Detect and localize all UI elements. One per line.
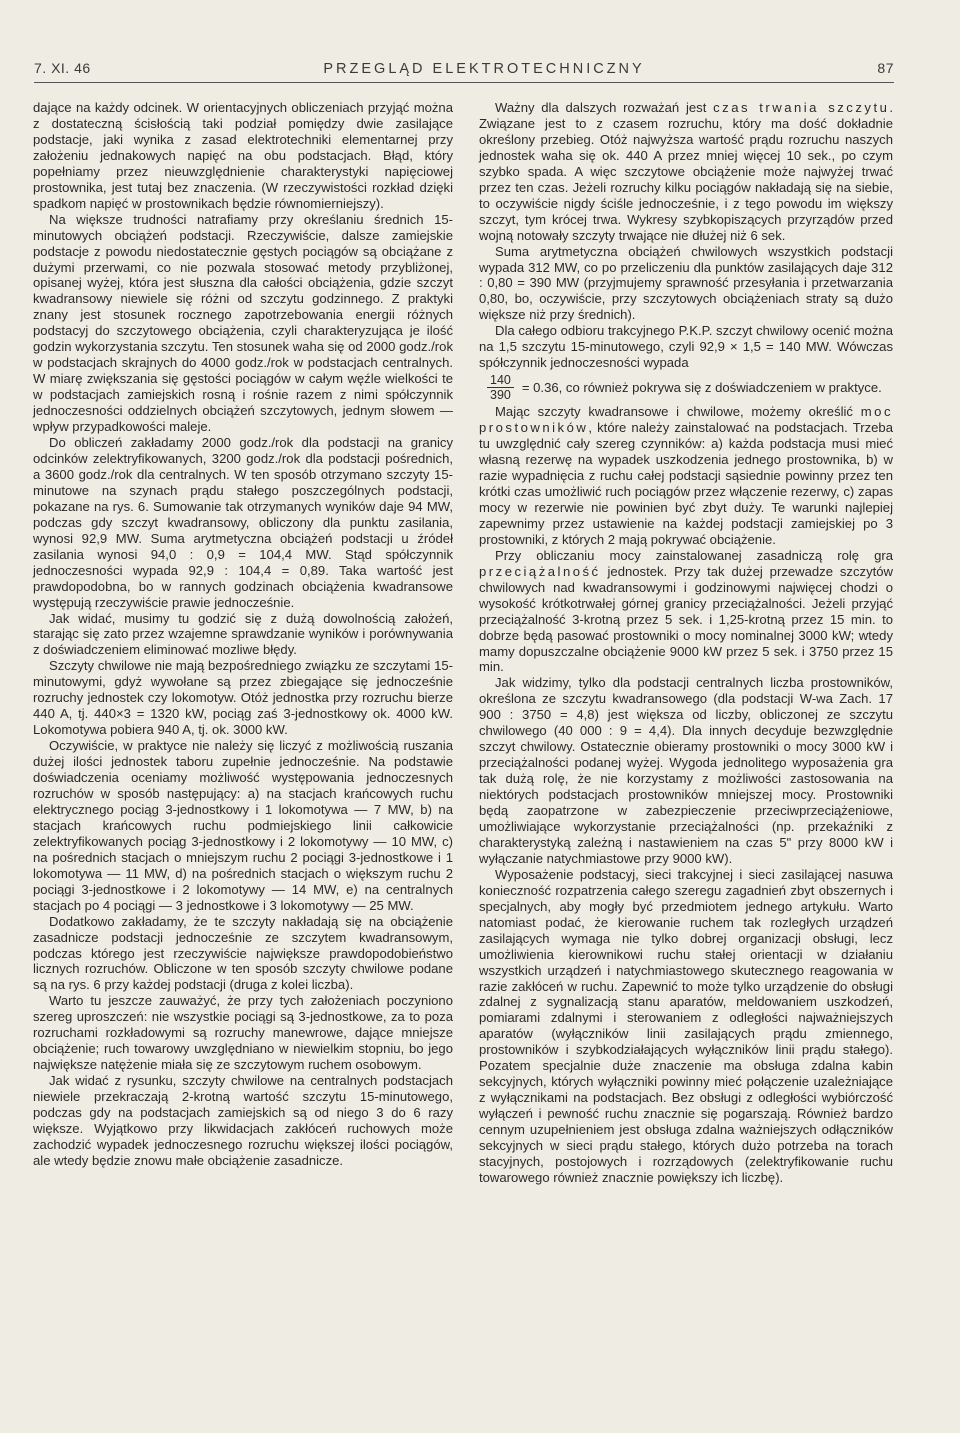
paragraph: Suma arytmetyczna obciążeń chwilowych wszystkich podstacji wypada 312 MW, co po przeliczeniu dla punktów zasilających daje 312 : 0,80 = 390 MW (przyjmujemy sprawność przesyłania i przetwarzania 0,80, bo, oczywiście, przy szczytowych obciążeniach straty są dużo większe niż przy średnich).	[479, 243, 893, 323]
paragraph	[479, 548, 893, 676]
paragraph: Na większe trudności natrafiamy przy określaniu średnich 15-minutowych obciążeń podstacji. Rzeczywiście, dalsze zamiejskie podstacje z powodu niedostatecznie gęstych pociągów są obciążane z dużymi przerwami, co nie pozwala stosować metody przybliżonej, opisanej wyżej, która jest słuszna dla całości obciążenia, gdzie szczyt kwadransowy niewiele się różni od szczytu godzinnego. Z praktyki znany jest stosunek rocznego zapotrzebowania energii różnych podstacyj do szczytowego obciążenia, czyli charakteryzująca je ilość godzin wykorzystania szczytu. Ten stosunek waha się od 2000 godz./rok w podstacjach skrajnych do 4000 godz./rok w podstacjach centralnych. W miarę zwiększania się gęstości pociągów w całym węźle wielkości te w podstacjach zamiejskich rosną i rośnie razem z nimi spółczynnik jednoczesności oddzielnych obciążeń szczytowych, jednym słowem — wpływ przypadkowości maleje.	[33, 211, 453, 435]
text-run: . Związane jest to z czasem rozruchu, który ma dość dokładnie określony przebieg. Otóż najwyższa wartość prądu rozruchu naszych jednostek waha się ok. 440 A przez mniej więcej 10 sek., po czym szybko spada. A więc szczytowe obciążenie może najwyżej trwać przez ten czas. Jeżeli rozruchy kilku pociągów nakładają się na siebie, to oczywiście nigdy ściśle jednocześnie, i z tego powodu im większy szczyt, tym krócej trwa. Wykresy szybkopiszących przyrządów przed wojną notowały szczyty trwające nie dłużej niż 6 sek.	[479, 100, 894, 243]
text-run: Ważny dla dalszych rozważań jest	[495, 100, 707, 115]
fraction-line	[479, 373, 893, 402]
page-header	[34, 60, 894, 84]
paragraph: Dodatkowo zakładamy, że te szczyty nakładają się na obciążenie zasadnicze podstacji jednocześnie ze szczytem kwadransowym, podczas którego jest rzeczywiście największe prawdopodobieństwo licznych rozruchów. Obliczone w ten sposób szczyty chwilowe podane są na rys. 6 przy każdej podstacji (druga z kolei liczba).	[33, 913, 453, 993]
paragraph: Jak widać, musimy tu godzić się z dużą dowolnością założeń, starając się zato przez wzajemne sprawdzanie wyników i porównywania z doświadczeniem eliminować mozliwe błędy.	[33, 610, 453, 658]
paragraph: Dla całego odbioru trakcyjnego P.K.P. szczyt chwilowy ocenić można na 1,5 szczytu 15-minutowego, czyli 92,9 × 1,5 = 140 MW. Wówczas spółczynnik jednoczesności wypada	[479, 323, 893, 371]
left-column	[33, 100, 453, 1169]
page-number: 87	[877, 60, 894, 76]
spaced-term: moc prostowników	[479, 404, 893, 436]
paragraph: Jak widzimy, tylko dla podstacji centralnych liczba prostowników, określona ze szczytu kwadransowego (dla podstacji W-wa Zach. 17 900 : 3750 = 4,8) jest większa od liczby, obliczonej ze szczytu chwilowego (40 000 : 9 = 4,4). Dla innych decyduje bezwzględnie szczyt chwilowy. Ostatecznie obieramy prostowniki o mocy 3000 kW i przeciążalności podanej wyżej. Wygoda jednolitego wyposażenia gra tak dużą rolę, że nie korzystamy z możliwości zastosowania na niektórych podstacjach prostowników mniejszej mocy. Prostowniki będą zaopatrzone w zabezpieczenie przeciwprzeciążeniowe, umożliwiające wykorzystanie przeciążalności (np. przekaźniki z charakterystyką zależną i nastawieniem na czas 5" przy 8000 kW i wyłączanie natychmiastowe przy 9000 kW).	[479, 675, 893, 866]
text-run: Przy obliczaniu mocy zainstalowanej zasadniczą rolę gra	[495, 547, 893, 563]
spaced-term: czas trwania szczytu	[713, 100, 890, 115]
fraction-numerator: 140	[487, 373, 514, 388]
issue-date: 7. XI. 46	[34, 60, 91, 76]
paragraph	[479, 100, 893, 244]
text-run: Mając szczyty kwadransowe i chwilowe, możemy określić	[495, 404, 853, 420]
paragraph: Szczyty chwilowe nie mają bezpośredniego związku ze szczytami 15-minutowymi, gdyż wywołane są przez zbiegające się jednocześnie rozruchy jednostek czy lokomotyw. Otóż jednostka przy rozruchu bierze 440 A, tj. 440×3 = 1320 kW, pociąg zaś 3-jednostkowy ok. 4000 kW. Lokomotywa pobiera 940 A, tj. ok. 3000 kW.	[33, 658, 453, 738]
paragraph: Jak widać z rysunku, szczyty chwilowe na centralnych podstacjach niewiele przekraczają 2-krotną wartość szczytu 15-minutowego, podczas gdy na podstacjach zamiejskich są od niego 3 do 6 razy większe. Wyjątkowo przy likwidacjach zakłóceń ruchowych może zachodzić wypadek jednoczesnego rozruchu większej ilości pociągów, ale wtedy będzie znowu małe obciążenie zasadnicze.	[33, 1073, 453, 1168]
text-run: , które należy zainstalować na podstacjach. Trzeba tu uwzględnić cały szereg czynników: a) każda podstacja musi mieć własną rezerwę na wypadek uszkodzenia jednego prostownika, b) w razie wypadnięcia z ruchu całej podstacji sąsiednie powinny przez ten krótki czas umożliwić ruch pociągów przez włączenie rezerwy, c) zapas mocy w rezerwie nie powinien być zbyt duży. Te warunki najlepiej zapewnimy przez ustawienie na każdej podstacji zamiejskiej po 3 prostowniki, z których 2 mają pokrywać obciążenie.	[479, 420, 893, 547]
paragraph: dające na każdy odcinek. W orientacyjnych obliczeniach przyjąć można z dostateczną ścisłością taki podział pomiędzy dwie zasilające podstacje, jaki wynika z zasad elektrotechniki elementarnej przy założeniu jednakowych napięć na obu podstacjach. Błąd, który popełniamy przez nieuwzględnienie charakterystyki napięciowej prostownika, jest tutaj bez znaczenia. (W rzeczywistości rozkład dzięki spadkom napięć w prostownikach będzie równomierniejszy).	[33, 100, 453, 211]
paragraph: Warto tu jeszcze zauważyć, że przy tych założeniach poczyniono szereg uproszczeń: nie wszystkie pociągi są 3-jednostkowe, za to poza rozruchami rozkładowymi są rozruchy manewrowe, dające mniejsze obciążenie; ruch towarowy uwzględniano w niewielkim stopniu, bo jego największe natężenie miała się ze szczytowym ruchem osobowym.	[33, 993, 453, 1073]
paragraph	[479, 404, 893, 548]
right-column	[479, 100, 893, 1186]
text-run: jednostek. Przy tak dużej przewadze szczytów chwilowych nad kwadransowymi i godzinowymi najwięcej chodzi o wysokość krótkotrwałej górnej granicy przeciążalności. Jeżeli przyjąć przeciążalność 3-krotną przez 5 sek. i 1,25-krotną przez 15 min. to dobrze będą pasować prostowniki o mocy nominalnej 3000 kW; wtedy mamy dopuszczalne obciążenie 9000 kW przez 5 sek. i 3750 przez 15 min.	[479, 563, 893, 675]
fraction	[487, 373, 514, 402]
journal-title: PRZEGLĄD ELEKTROTECHNICZNY	[323, 61, 645, 77]
fraction-result: = 0.36, co również pokrywa się z doświadczeniem w praktyce.	[521, 379, 882, 395]
paragraph: Oczywiście, w praktyce nie należy się liczyć z możliwością ruszania dużej ilości jednostek taboru zupełnie jednocześnie. Na podstawie doświadczenia oceniamy możliwość występowania jednoczesnych rozruchów w sposób następujący: a) na stacjach krańcowych ruchu elektrycznego pociąg 3-jednostkowy i 1 lokomotywa — 7 MW, b) na stacjach krańcowych ruchu podmiejskiego linii całkowicie zelektryfikowanych pociąg 3-jednostkowy i 2 lokomotywy — 10 MW, c) na pośrednich stacjach o mniejszym ruchu 2 pociągi 3-jednostkowe i 1 lokomotywa — 11 MW, d) na pośrednich stacjach o większym ruchu 2 pociągi 3-jednostkowe i 2 lokomotywy — 14 MW, e) na centralnych stacjach po 4 pociągi — 3 jednostkowe i 3 lokomotywy — 25 MW.	[33, 738, 453, 913]
paragraph: Do obliczeń zakładamy 2000 godz./rok dla podstacji na granicy odcinków zelektryfikowanych, 3200 godz./rok dla podstacji pośrednich, a 3600 godz./rok dla centralnych. W ten sposób otrzymano szczyty 15-minutowe na szynach prądu stałego poszczególnych podstacji, pokazane na rys. 6. Sumowanie tak otrzymanych wyników daje 94 MW, podczas gdy szczyt kwadransowy, obliczony dla punktu zasilania, wynosi 92,9 MW. Suma arytmetyczna obciążeń podstacji u źródeł zasilania wynosi 94,0 : 0,9 = 104,4 MW. Stąd spółczynnik jednoczesności wypada 92,9 : 104,4 = 0,89. Taka wartość jest prawdopodobna, bo w rannych godzinach obciążenia kwadransowe występują rzeczywiście prawie jednocześnie.	[33, 435, 453, 610]
paragraph: Wyposażenie podstacyj, sieci trakcyjnej i sieci zasilającej nasuwa konieczność rozpatrzenia całego szeregu zagadnień zbyt obszernych i specjalnych, aby mogły być przedmiotem jednego artykułu. Warto natomiast podać, że kierowanie ruchem tak rozległych urządzeń zasilających wymaga nie tylko dobrej organizacji obsługi, lecz umożliwienia kierownikowi ruchu stałej orientacji w działaniu wszystkich urządzeń i natychmiastowego skutecznego reagowania w razie zakłóceń w ruchu. Zapewnić to może tylko urządzenie do obsługi zdalnej z sygnalizacją stanu aparatów, meldowaniem uszkodzeń, pomiarami zdalnymi i sterowaniem z odległości najważniejszych aparatów (wyłączników linii zasilających prądu zmiennego, prostowników i szybkodziałających wyłączników linii prądu stałego). Pozatem specjalnie duże znaczenie ma obsługa zdalna kabin sekcyjnych, których wyłączniki powinny mieć połączenie uzależniające z wyłącznikami na podstacjach. Bez obsługi z odległości wybiórczość wyłączeń i pewność ruchu znacznie się pogarszają. Również bardzo cennym uzupełnieniem jest obsługa zdalna ważniejszych odłączników sekcyjnych w sieci prądu stałego, których dużo potrzeba na torach stacyjnych, postojowych i rozrządowych (zelektryfikowanie ruchu towarowego również znacznie powiększy ich liczbę).	[479, 866, 893, 1185]
header-rule	[34, 82, 894, 83]
spaced-term: przeciążalność	[479, 563, 601, 579]
fraction-denominator: 390	[490, 388, 511, 403]
